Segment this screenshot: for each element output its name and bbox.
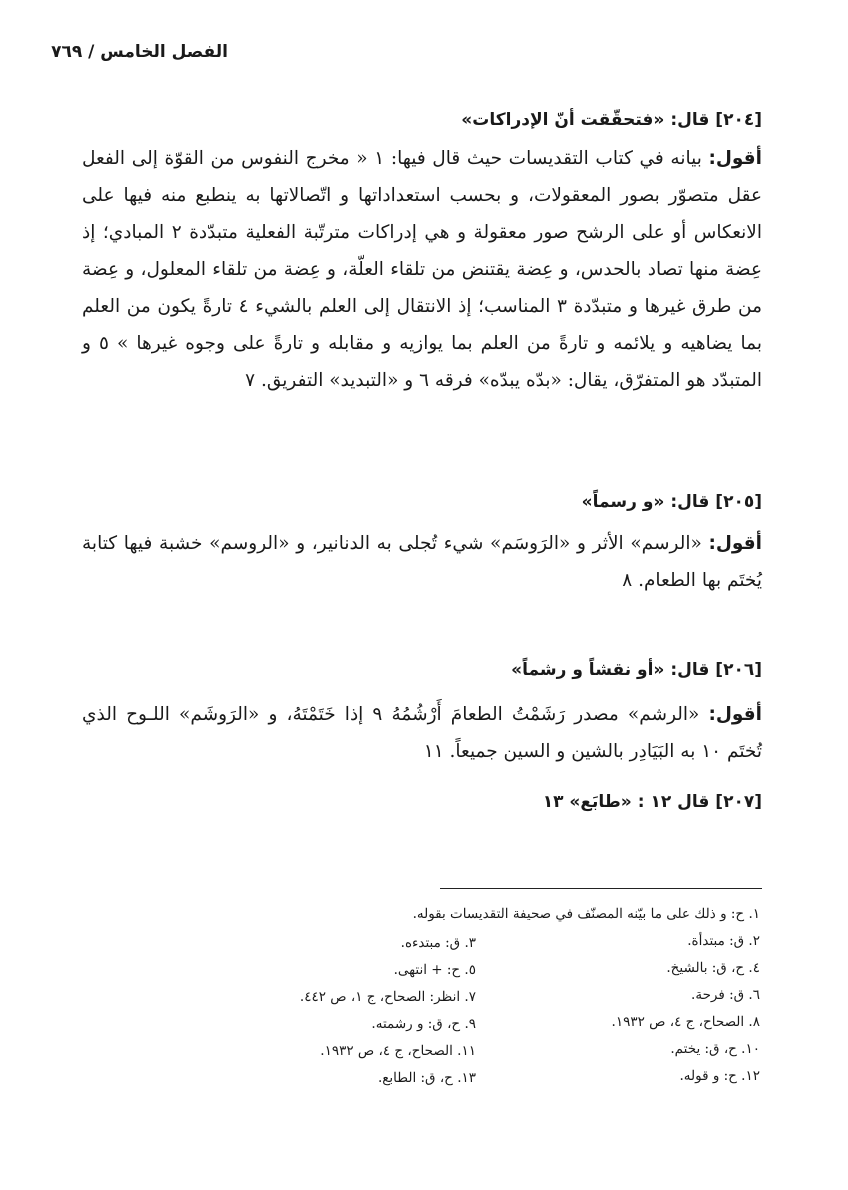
footnote: ٦. ق: فرحة. [691, 987, 760, 1003]
footnote: ٤. ح، ق: بالشيخ. [666, 960, 760, 976]
section-heading: [٢٠٤] قال: «فتحقّقت أنّ الإدراكات» [461, 110, 762, 130]
paragraph-lead: أقول: [708, 704, 762, 725]
section-paragraph [82, 140, 762, 399]
footnote: ١. ح: و ذلك على ما بيّنه المصنّف في صحيفة التقديسات بقوله. [412, 906, 760, 922]
section-paragraph [82, 696, 762, 770]
footnote: ٣. ق: مبتدءه. [400, 935, 476, 951]
section-paragraph [82, 525, 762, 599]
footnote: ٨. الصحاح، ج ٤، ص ١٩٣٢. [611, 1014, 760, 1030]
paragraph-text: «الرسم» الأثر و «الرَوسَم» شيء تُجلى به الدنانير، و «الروسم» خشبة فيها كتابة يُختَم بها الطعام. ٨ [82, 533, 762, 591]
footnote: ١٠. ح، ق: يختم. [670, 1041, 760, 1057]
section-heading: [٢٠٧] قال ١٢ : «طابَع» ١٣ [542, 792, 762, 812]
footnote: ١٢. ح: و قوله. [679, 1068, 760, 1084]
running-head: الفصل الخامس / ٧٦٩ [51, 42, 228, 62]
footnote: ٩. ح، ق: و رشمته. [371, 1016, 476, 1032]
section-heading: [٢٠٦] قال: «أو نقشاً و رشماً» [511, 660, 762, 680]
paragraph-lead: أقول: [708, 148, 762, 169]
paragraph-lead: أقول: [708, 533, 762, 554]
paragraph-text: بيانه في كتاب التقديسات حيث قال فيها: ١ « مخرج النفوس من القوّة إلى الفعل عقل متصوّر بصور المعقولات، و بحسب استعداداتها و اتّصالاتها به ينطبع منه فيها على الانعكاس أو على الرشح صور معقولة و هي إدراكات مترتّبة الفعلية متبدّدة ٢ المبادي؛ إذ عِضة منها تصاد بالحدس، و عِضة يقتنض من تلقاء العلّة، و عِضة من تلقاء المعلول، و عِضة من طرق غيرها و متبدّدة ٣ المناسب؛ إذ الانتقال إلى العلم بالشيء ٤ تارةً يكون من العلم بما يضاهيه و يلائمه و تارةً من العلم بما يوازيه و مقابله و تارةً على وجوه غيرها » ٥ و المتبدّد هو المتفرّق، يقال: «بدّه يبدّه» فرقه ٦ و «التبديد» التفريق. ٧ [82, 148, 762, 391]
footnote: ٧. انظر: الصحاح، ج ١، ص ٤٤٢. [299, 989, 476, 1005]
footnote: ١١. الصحاح، ج ٤، ص ١٩٣٢. [320, 1043, 476, 1059]
paragraph-text: «الرشم» مصدر رَشَمْتُ الطعامَ أَرْشُمُهُ ٩ إذا خَتَمْتَهُ، و «الرَوشَم» اللـوح الذي تُختَم ١٠ به البَيَادِر بالشين و السين جميعاً. ١١ [82, 704, 762, 762]
section-heading: [٢٠٥] قال: «و رسماً» [581, 492, 762, 512]
footnote: ٢. ق: مبتدأة. [687, 933, 760, 949]
footnote-rule [440, 888, 762, 889]
footnote: ٥. ح: + انتهى. [393, 962, 476, 978]
footnote: ١٣. ح، ق: الطابع. [377, 1070, 476, 1086]
